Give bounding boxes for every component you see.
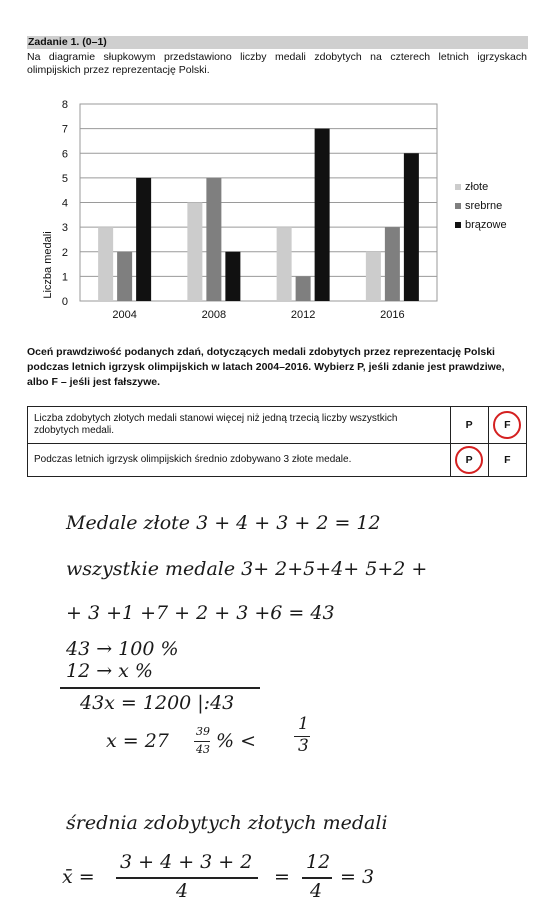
hw-proportion-2: 12 → x %: [66, 660, 153, 682]
hw-result-frac-den: 43: [196, 743, 210, 756]
y-tick-label: 8: [61, 99, 68, 111]
chart-grid: [80, 104, 437, 301]
x-tick-label: 2008: [201, 309, 227, 321]
bar-srebrne-2012: [296, 276, 311, 301]
chart-bars: [98, 129, 419, 301]
question-text: Oceń prawdziwość podanych zdań, dotyczących medali zdobytych przez reprezentację Polski podczas letnich igrzysk olimpijskich w latach 2004–2016. Wybierz P, jeśli zdanie jest prawdziwe, albo F – jeśli jest fałszywe.: [27, 346, 505, 388]
option-p-1[interactable]: [450, 407, 488, 444]
table-row: [28, 444, 527, 477]
true-false-table: [27, 406, 527, 477]
hw-mean-equals: =: [274, 866, 290, 888]
legend-label: brązowe: [465, 219, 507, 231]
hw-mean-right-den: 4: [310, 880, 323, 902]
bar-brązowe-2016: [404, 153, 419, 301]
bar-złote-2004: [98, 227, 113, 301]
y-tick-label: 7: [61, 123, 68, 136]
legend-label: złote: [465, 181, 489, 193]
hw-mean-fraction-bar: [116, 877, 258, 879]
statement-2: Podczas letnich igrzysk olimpijskich średnio zdobywano 3 złote medale.: [28, 444, 451, 477]
x-tick-label: 2012: [290, 309, 316, 321]
y-tick-label: 6: [61, 148, 68, 161]
hw-all-medals: wszystkie medale 3+ 2+5+4+ 5+2 +: [66, 558, 428, 580]
hw-mean-result: = 3: [340, 866, 375, 888]
bar-złote-2016: [366, 252, 381, 301]
hw-mean-right-bar: [302, 877, 332, 879]
bar-brązowe-2012: [315, 129, 330, 301]
option-f-label: F: [504, 419, 511, 431]
x-tick-label: 2016: [380, 309, 405, 321]
x-tick-label: 2004: [112, 309, 137, 321]
y-tick-label: 2: [61, 246, 68, 259]
legend-swatch: [455, 222, 461, 228]
option-p-label: P: [465, 454, 473, 466]
option-p-2[interactable]: [450, 444, 488, 477]
bar-brązowe-2008: [225, 252, 240, 301]
task-intro: Na diagramie słupkowym przedstawiono liczby medali zdobytych na czterech letnich igrzyskach olimpijskich przez reprezentację Polski.: [27, 51, 527, 76]
medal-bar-chart: [0, 90, 554, 330]
option-f-label: F: [504, 454, 511, 466]
option-f-2[interactable]: [488, 444, 526, 477]
hw-proportion-1: 43 → 100 %: [66, 638, 179, 660]
legend-label: srebrne: [465, 200, 503, 212]
hw-gold-sum: Medale złote 3 + 4 + 3 + 2 = 12: [66, 512, 381, 534]
hw-all-medals-cont: + 3 +1 +7 + 2 + 3 +6 = 43: [66, 602, 335, 624]
y-axis-label: Liczba medali: [42, 231, 54, 299]
statement-1: Liczba zdobytych złotych medali stanowi więcej niż jedną trzecią liczby wszystkich zdobytych medali.: [28, 407, 451, 444]
hw-result-prefix: x = 27: [106, 730, 169, 752]
hw-result-frac-num: 39: [196, 725, 210, 738]
bar-złote-2008: [187, 203, 202, 302]
hw-result-frac-bar: [194, 741, 210, 742]
bar-srebrne-2004: [117, 252, 132, 301]
hw-equation: 43x = 1200 |:43: [80, 692, 235, 714]
task-title: Zadanie 1. (0–1): [27, 36, 528, 49]
hw-mean-numerator: 3 + 4 + 3 + 2: [120, 851, 253, 873]
table-row: [28, 407, 527, 444]
y-tick-label: 0: [61, 296, 68, 308]
hw-mean-right-num: 12: [306, 851, 331, 873]
bar-brązowe-2004: [136, 178, 151, 301]
y-tick-label: 5: [61, 172, 68, 185]
hw-mean-title: średnia zdobytych złotych medali: [66, 812, 388, 834]
y-tick-label: 3: [61, 222, 68, 235]
hw-third-num: 1: [298, 714, 309, 734]
bar-srebrne-2016: [385, 227, 400, 301]
hw-mean-denominator: 4: [176, 880, 189, 902]
bar-srebrne-2008: [206, 178, 221, 301]
hw-third-den: 3: [298, 736, 309, 756]
hw-result-suffix: % <: [216, 730, 257, 752]
option-p-label: P: [465, 419, 473, 431]
legend-swatch: [455, 184, 461, 190]
hw-mean-lhs: x̄ =: [62, 866, 95, 888]
hw-divider-line: [60, 687, 260, 689]
option-f-1[interactable]: [488, 407, 526, 444]
legend-swatch: [455, 203, 461, 209]
y-tick-label: 4: [61, 197, 68, 210]
y-tick-label: 1: [61, 271, 68, 284]
bar-złote-2012: [277, 227, 292, 301]
chart-legend: [455, 181, 507, 231]
